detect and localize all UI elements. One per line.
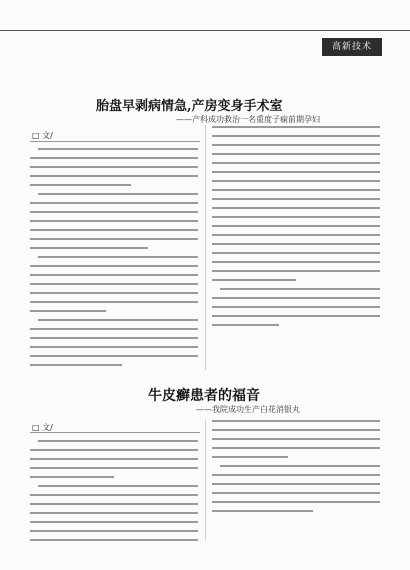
article1-byline-rule — [30, 141, 200, 142]
article1-body-left — [30, 148, 198, 373]
article2-body-right — [212, 420, 380, 519]
article2-subtitle: ——我院成功生产白花消银丸 — [196, 405, 300, 414]
article1-subtitle: ——产科成功救治一名重度子痫前期孕妇 — [176, 115, 320, 124]
article1-title: 胎盘早剥病情急,产房变身手术室 — [96, 99, 283, 114]
article2-byline-rule — [30, 432, 200, 433]
article2-byline: □ 文/ — [32, 423, 53, 432]
column-divider — [205, 125, 206, 370]
article2-body-left — [30, 440, 198, 548]
article1-body-right — [212, 126, 380, 333]
column-divider-2 — [205, 420, 206, 540]
article2-title: 牛皮癣患者的福音 — [148, 388, 260, 404]
article1-byline: □ 文/ — [32, 131, 53, 140]
header-rule — [0, 30, 410, 31]
column-tag: 高新技术 — [322, 38, 382, 56]
